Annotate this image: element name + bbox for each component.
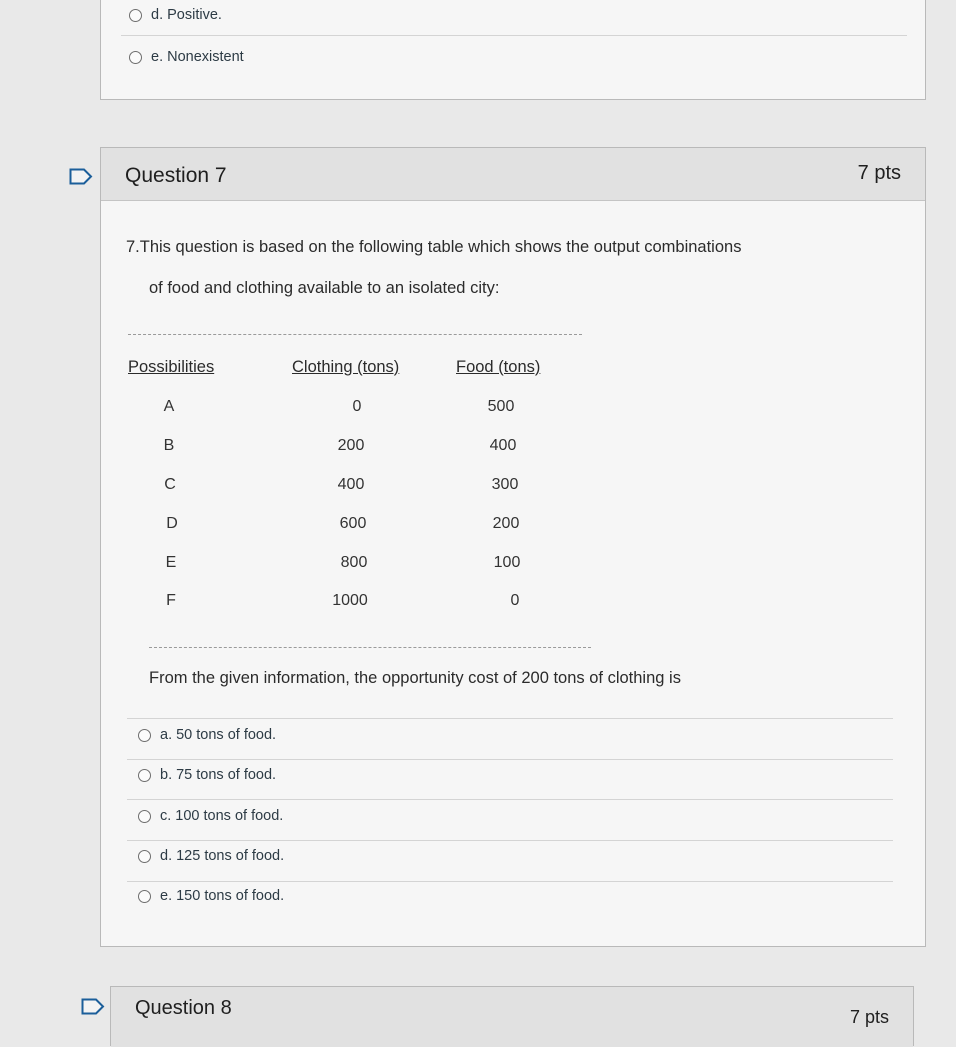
option-divider [127, 840, 893, 841]
answer-option-d[interactable] [129, 7, 222, 23]
previous-question-card [100, 0, 926, 100]
answer-option-a[interactable] [138, 727, 276, 743]
radio-button[interactable] [138, 810, 151, 823]
question-7-card [100, 147, 926, 947]
option-divider [127, 881, 893, 882]
radio-button[interactable] [138, 769, 151, 782]
cell-clothing: 1000 [332, 592, 368, 609]
bookmark-flag-icon[interactable] [69, 168, 93, 185]
radio-button[interactable] [129, 9, 142, 22]
question-points: 7 pts [849, 1007, 889, 1027]
question-prompt: From the given information, the opportunity cost of 200 tons of clothing is [149, 669, 681, 687]
radio-button[interactable] [129, 51, 142, 64]
cell-possibility: B [163, 437, 175, 454]
radio-button[interactable] [138, 729, 151, 742]
option-divider [127, 718, 893, 719]
cell-clothing: 800 [340, 554, 368, 571]
table-top-rule [128, 334, 582, 335]
table-bottom-rule [149, 647, 591, 648]
cell-possibility: E [165, 554, 177, 571]
header-possibilities: Possibilities [128, 358, 215, 376]
cell-food: 100 [493, 554, 521, 571]
option-label: a. 50 tons of food. [160, 727, 277, 743]
header-food: Food (tons) [456, 358, 541, 376]
cell-clothing: 200 [337, 437, 365, 454]
cell-food: 200 [492, 515, 520, 532]
radio-button[interactable] [138, 850, 151, 863]
question-stem-line1: 7.This question is based on the following table which shows the output combinations [126, 238, 742, 256]
radio-button[interactable] [138, 890, 151, 903]
option-label: d. Positive. [151, 7, 222, 23]
cell-food: 500 [487, 398, 515, 415]
question-8-card [110, 986, 914, 1046]
header-clothing: Clothing (tons) [292, 358, 400, 376]
option-divider [127, 799, 893, 800]
cell-clothing: 0 [352, 398, 362, 415]
question-title: Question 8 [135, 997, 232, 1019]
cell-food: 300 [491, 476, 519, 493]
bookmark-flag-icon[interactable] [81, 998, 105, 1015]
cell-clothing: 600 [339, 515, 367, 532]
cell-possibility: A [163, 398, 175, 415]
answer-option-b[interactable] [138, 767, 276, 783]
question-stem-line2: of food and clothing available to an isolated city: [149, 279, 500, 297]
question-header [111, 987, 913, 1047]
option-divider [127, 759, 893, 760]
option-label: d. 125 tons of food. [160, 848, 285, 864]
cell-clothing: 400 [337, 476, 365, 493]
question-points: 7 pts [857, 162, 901, 184]
question-title: Question 7 [125, 164, 227, 187]
cell-food: 400 [489, 437, 517, 454]
question-header [101, 148, 925, 201]
option-divider [121, 35, 907, 36]
answer-option-e[interactable] [129, 49, 244, 65]
answer-option-e[interactable] [138, 888, 284, 904]
cell-possibility: F [166, 592, 176, 609]
cell-possibility: D [166, 515, 178, 532]
cell-possibility: C [164, 476, 176, 493]
answer-option-c[interactable] [138, 808, 283, 824]
cell-food: 0 [510, 592, 520, 609]
option-label: e. 150 tons of food. [160, 888, 285, 904]
option-label: c. 100 tons of food. [160, 808, 284, 824]
option-label: e. Nonexistent [151, 49, 244, 65]
option-label: b. 75 tons of food. [160, 767, 277, 783]
answer-option-d[interactable] [138, 848, 284, 864]
